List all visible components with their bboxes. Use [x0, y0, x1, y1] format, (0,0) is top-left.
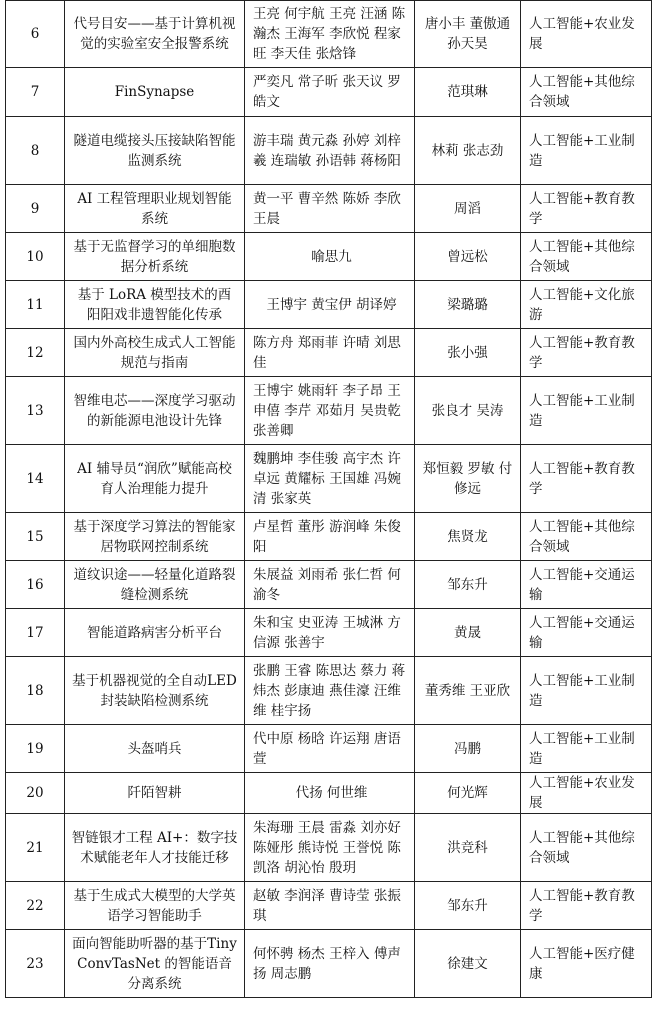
row-number: 8	[6, 117, 65, 185]
advisor: 曾远松	[415, 233, 521, 281]
row-number: 14	[6, 445, 65, 513]
advisor: 冯鹏	[415, 725, 521, 773]
domain: 人工智能+其他综合领域	[521, 814, 652, 882]
project-title: 阡陌智耕	[65, 773, 245, 814]
domain: 人工智能+其他综合领域	[521, 68, 652, 117]
domain: 人工智能+教育教学	[521, 445, 652, 513]
row-number: 13	[6, 377, 65, 445]
row-number: 10	[6, 233, 65, 281]
domain: 人工智能+其他综合领域	[521, 233, 652, 281]
domain: 人工智能+工业制造	[521, 117, 652, 185]
domain: 人工智能+医疗健康	[521, 930, 652, 998]
table-row	[6, 773, 652, 814]
table-row	[6, 329, 652, 377]
project-title: 道纹识途——轻量化道路裂缝检测系统	[65, 561, 245, 609]
project-title: 国内外高校生成式人工智能规范与指南	[65, 329, 245, 377]
table-row	[6, 561, 652, 609]
project-title: 智能道路病害分析平台	[65, 609, 245, 657]
domain: 人工智能+交通运输	[521, 561, 652, 609]
team-members: 魏鹏坤 李佳骏 高宇杰 许卓远 黄耀标 王国雄 冯婉清 张家英	[245, 445, 415, 513]
row-number: 18	[6, 657, 65, 725]
project-table	[5, 0, 652, 998]
row-number: 9	[6, 185, 65, 233]
team-members: 王博宇 姚雨轩 李子昂 王申僖 李芹 邓茹月 吴贵乾 张善卿	[245, 377, 415, 445]
team-members: 朱和宝 史亚涛 王城淋 方信源 张善宇	[245, 609, 415, 657]
domain: 人工智能+工业制造	[521, 657, 652, 725]
row-number: 17	[6, 609, 65, 657]
domain: 人工智能+教育教学	[521, 329, 652, 377]
domain: 人工智能+教育教学	[521, 882, 652, 930]
advisor: 梁璐璐	[415, 281, 521, 329]
team-members: 何怀骋 杨杰 王梓入 傅声扬 周志鹏	[245, 930, 415, 998]
advisor: 黄晟	[415, 609, 521, 657]
domain: 人工智能+农业发展	[521, 1, 652, 68]
advisor: 董秀维 王亚欣	[415, 657, 521, 725]
row-number: 21	[6, 814, 65, 882]
team-members: 赵敏 李润泽 曹诗莹 张振琪	[245, 882, 415, 930]
team-members: 黄一平 曹辛然 陈娇 李欣 王晨	[245, 185, 415, 233]
project-title: 面向智能助听器的基于TinyConvTasNet 的智能语音分离系统	[65, 930, 245, 998]
advisor: 范琪琳	[415, 68, 521, 117]
advisor: 徐建文	[415, 930, 521, 998]
table-row	[6, 185, 652, 233]
row-number: 19	[6, 725, 65, 773]
project-title: 基于生成式大模型的大学英语学习智能助手	[65, 882, 245, 930]
advisor: 周滔	[415, 185, 521, 233]
table-row	[6, 233, 652, 281]
row-number: 6	[6, 1, 65, 68]
team-members: 朱展益 刘雨希 张仁哲 何渝冬	[245, 561, 415, 609]
team-members: 严奕凡 常子昕 张天议 罗皓文	[245, 68, 415, 117]
domain: 人工智能+农业发展	[521, 773, 652, 814]
table-row	[6, 68, 652, 117]
project-title: AI 辅导员“润欣”赋能高校育人治理能力提升	[65, 445, 245, 513]
table-row	[6, 930, 652, 998]
advisor: 洪竞科	[415, 814, 521, 882]
team-members: 代中原 杨晗 许运翔 唐语萱	[245, 725, 415, 773]
team-members: 王亮 何宇航 王亮 汪涵 陈瀚杰 王海军 李欣悦 程家旺 李天佳 张焓锋	[245, 1, 415, 68]
domain: 人工智能+工业制造	[521, 725, 652, 773]
advisor: 焦贤龙	[415, 513, 521, 561]
table-row	[6, 882, 652, 930]
advisor: 邹东升	[415, 882, 521, 930]
project-title: 头盔哨兵	[65, 725, 245, 773]
team-members: 游丰瑞 黄元淼 孙婷 刘梓羲 连瑞敏 孙语韩 蒋杨阳	[245, 117, 415, 185]
row-number: 23	[6, 930, 65, 998]
table-row	[6, 1, 652, 68]
advisor: 何光辉	[415, 773, 521, 814]
advisor: 张小强	[415, 329, 521, 377]
team-members: 喻思九	[245, 233, 415, 281]
table-row	[6, 513, 652, 561]
domain: 人工智能+工业制造	[521, 377, 652, 445]
table-row	[6, 117, 652, 185]
domain: 人工智能+文化旅游	[521, 281, 652, 329]
project-title: AI 工程管理职业规划智能系统	[65, 185, 245, 233]
advisor: 唐小丰 董傲通 孙天昊	[415, 1, 521, 68]
domain: 人工智能+交通运输	[521, 609, 652, 657]
team-members: 代扬 何世维	[245, 773, 415, 814]
project-title: 基于深度学习算法的智能家居物联网控制系统	[65, 513, 245, 561]
project-title: FinSynapse	[65, 68, 245, 117]
table-row	[6, 725, 652, 773]
team-members: 张鹏 王睿 陈思达 蔡力 蒋炜杰 彭康迪 燕佳濠 汪维维 桂宇扬	[245, 657, 415, 725]
table-row	[6, 445, 652, 513]
team-members: 卢星哲 董彤 游润峰 朱俊阳	[245, 513, 415, 561]
advisor: 张良才 吴涛	[415, 377, 521, 445]
advisor: 邹东升	[415, 561, 521, 609]
project-title: 隧道电缆接头压接缺陷智能监测系统	[65, 117, 245, 185]
domain: 人工智能+教育教学	[521, 185, 652, 233]
domain: 人工智能+其他综合领域	[521, 513, 652, 561]
project-title: 代号目安——基于计算机视觉的实验室安全报警系统	[65, 1, 245, 68]
project-title: 基于无监督学习的单细胞数据分析系统	[65, 233, 245, 281]
table-row	[6, 609, 652, 657]
team-members: 王博宇 黄宝伊 胡译婷	[245, 281, 415, 329]
row-number: 15	[6, 513, 65, 561]
project-title: 智链银才工程 AI+：数字技术赋能老年人才技能迁移	[65, 814, 245, 882]
row-number: 7	[6, 68, 65, 117]
row-number: 20	[6, 773, 65, 814]
row-number: 16	[6, 561, 65, 609]
project-title: 基于机器视觉的全自动LED 封装缺陷检测系统	[65, 657, 245, 725]
table-row	[6, 814, 652, 882]
row-number: 11	[6, 281, 65, 329]
row-number: 22	[6, 882, 65, 930]
team-members: 陈方舟 郑雨菲 许晴 刘思佳	[245, 329, 415, 377]
advisor: 郑恒毅 罗敏 付修远	[415, 445, 521, 513]
project-title: 智维电芯——深度学习驱动的新能源电池设计先锋	[65, 377, 245, 445]
project-table-body	[6, 1, 652, 998]
table-row	[6, 657, 652, 725]
table-row	[6, 377, 652, 445]
team-members: 朱海珊 王晨 雷淼 刘亦好 陈娅彤 熊诗悦 王誉悦 陈凯洛 胡沁怡 殷玥	[245, 814, 415, 882]
row-number: 12	[6, 329, 65, 377]
advisor: 林莉 张志劲	[415, 117, 521, 185]
table-row	[6, 281, 652, 329]
project-title: 基于 LoRA 模型技术的酉阳阳戏非遗智能化传承	[65, 281, 245, 329]
